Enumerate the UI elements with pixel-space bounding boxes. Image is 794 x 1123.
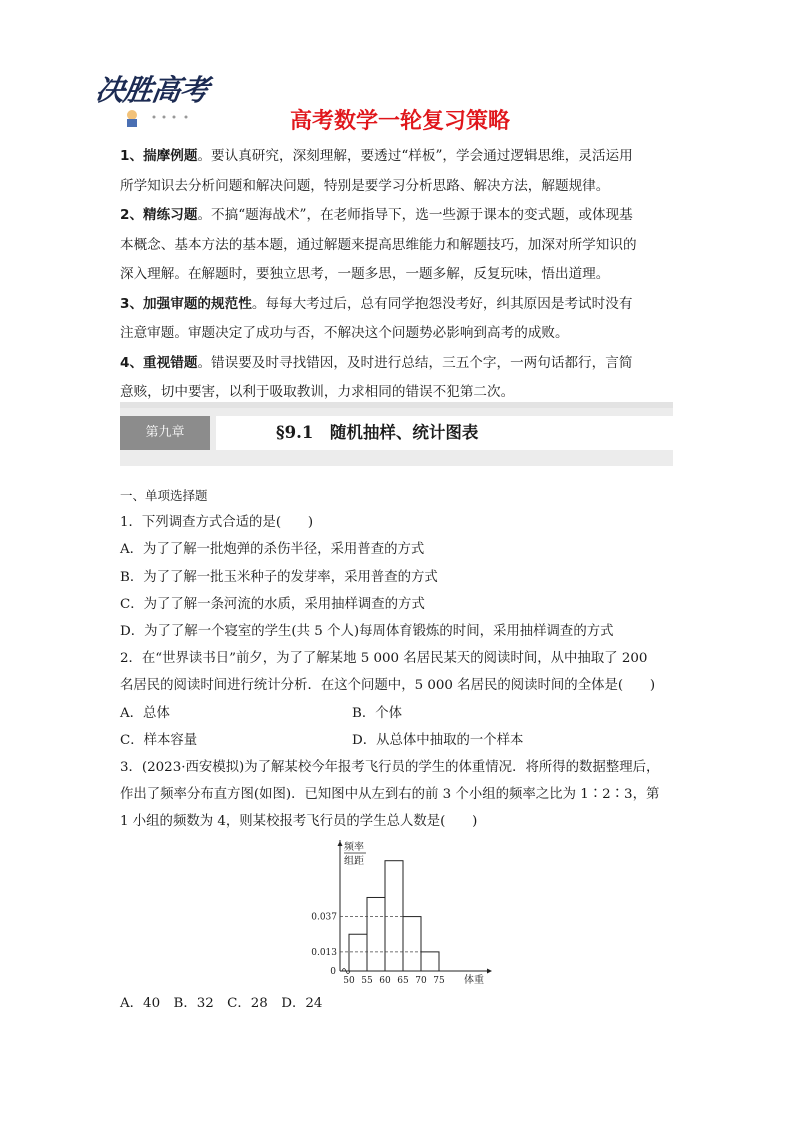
x-axis-arrow-icon [487,969,492,974]
q1-option-d: D．为了了解一个寝室的学生(共 5 个人)每周体育锻炼的时间，采用抽样调查的方式 [120,624,614,640]
q3-stem-line: 1 小组的频数为 4，则某校报考飞行员的学生总人数是( ) [120,814,478,830]
strategy-text: 。错误要及时寻找错因，及时进行总结，三五个字，一两句话都行，言简 [197,354,633,371]
q3-options-block [120,990,680,1017]
x-axis-label: 体重 [464,975,484,986]
q3-stem-line: 3．(2023·西安模拟)为了解某校今年报考飞行员的学生的体重情况．将所得的数据整理后， [120,760,660,776]
q1-option-b: B．为了了解一批玉米种子的发芽率，采用普查的方式 [120,569,438,585]
origin-label: 0 [330,967,336,977]
q2-options-row [120,700,680,727]
x-tick-label: 55 [361,976,373,986]
frequency-histogram [300,838,500,988]
q2-stem-line: 名居民的阅读时间进行统计分析．在这个问题中，5 000 名居民的阅读时间的全体是( ) [120,678,656,694]
strategy-heading: 3、加强审题的规范性 [120,295,252,312]
q3-options: A．40 B．32 C．28 D．24 [120,996,323,1011]
strategy-line [120,349,680,379]
strategy-line [120,260,680,290]
q3-stem-line: 作出了频率分布直方图(如图)．已知图中从左到右的前 3 个小组的频率之比为 1∶2∶3，第 [120,787,660,803]
strategy-heading: 2、精练习题 [120,207,198,223]
question-block [120,482,680,836]
chapter-tag: 第九章 [120,416,210,450]
strategy-text: 。不搞“题海战术”，在老师指导下，选一些源于课本的变式题，或体现基 [197,207,633,223]
histogram-bar [385,861,403,971]
y-axis-arrow-icon [338,841,343,846]
logo-text: 决胜高考 [93,73,211,107]
q2-option-d: D．从总体中抽取的一个样本 [352,732,524,748]
histogram-bar [367,897,385,971]
page-title: 高考数学一轮复习策略 [289,109,510,134]
y-axis-label-top: 频率 [344,842,364,853]
strategy-line [120,142,680,172]
strategy-text: 注意审题。审题决定了成功与否，不解决这个问题势必影响到高考的成败。 [120,325,569,341]
strategy-text: 。每每大考过后，总有同学抱怨没考好，纠其原因是考试时没有 [251,295,633,312]
x-tick-label: 50 [343,976,355,986]
section-heading: 一、单项选择题 [120,488,208,503]
chapter-banner [120,402,673,466]
q1-option-a: A．为了了解一批炮弹的杀伤半径，采用普查的方式 [120,542,425,558]
y-axis-label-bottom: 组距 [344,856,364,867]
q2-options-row [120,727,680,754]
y-tick-label: 0.037 [311,912,337,923]
q2-option-b: B．个体 [352,705,403,721]
strategy-text: 所学知识去分析问题和解决问题，特别是要学习分析思路、解决方法，解题规律。 [120,177,610,194]
histogram-bar [403,917,421,971]
q2-stem-line: 2．在“世界读书日”前夕，为了了解某地 5 000 名居民某天的阅读时间，从中抽取了 200 [120,651,648,667]
x-tick-label: 70 [415,976,427,986]
strategy-list [120,142,680,408]
strategy-text: 深入理解。在解题时，要独立思考，一题多思，一题多解，反复玩味，悟出道理。 [120,266,610,282]
strategy-line [120,201,680,231]
q1-option-c: C．为了了解一条河流的水质，采用抽样调查的方式 [120,596,425,612]
q2-option-a: A．总体 [120,705,170,721]
strategy-heading: 4、重视错题 [120,354,198,371]
strategy-line [120,231,680,261]
y-tick-label: 0.013 [311,947,337,958]
strategy-text: 。要认真研究，深刻理解，要透过“样板”，学会通过逻辑思维，灵活运用 [197,148,633,164]
x-tick-label: 75 [433,976,445,986]
chapter-title: §9.1 随机抽样、统计图表 [216,416,673,450]
histogram-bar [349,934,367,971]
strategy-line [120,172,680,202]
histogram-bar [421,952,439,971]
strategy-line [120,319,680,349]
strategy-text: 意赅，切中要害，以利于吸取教训，力求相同的错误不犯第二次。 [120,384,515,400]
q1-stem: 1．下列调查方式合适的是( ) [120,515,314,531]
x-tick-label: 60 [379,976,391,986]
strategy-text: 本概念、基本方法的基本题，通过解题来提高思维能力和解题技巧，加深对所学知识的 [120,236,637,253]
strategy-line [120,290,680,320]
strategy-heading: 1、揣摩例题 [120,148,198,164]
q2-option-c: C．样本容量 [120,732,198,748]
x-tick-label: 65 [397,976,409,986]
